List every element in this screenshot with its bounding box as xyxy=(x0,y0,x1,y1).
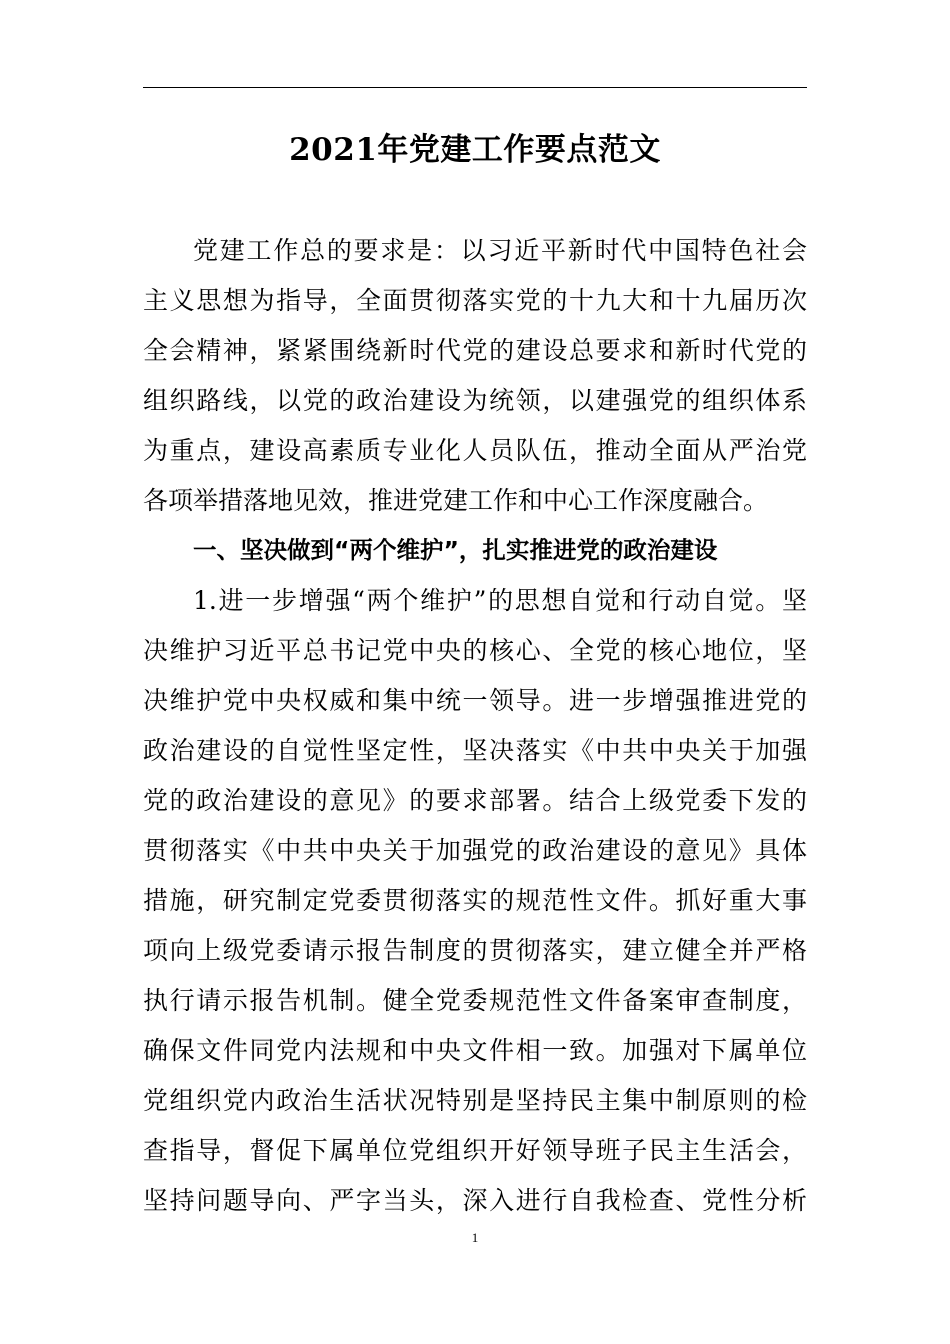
item-line: 坚持问题导向、严字当头，深入进行自我检查、党性分析 xyxy=(143,1186,807,1215)
intro-line: 主义思想为指导，全面贯彻落实党的十九大和十九届历次 xyxy=(143,286,807,315)
page-number: 1 xyxy=(471,1230,479,1245)
item-line: 确保文件同党内法规和中央文件相一致。加强对下属单位 xyxy=(143,1036,807,1065)
item-line: 措施，研究制定党委贯彻落实的规范性文件。抓好重大事 xyxy=(143,886,807,915)
item-line: 决维护党中央权威和集中统一领导。进一步增强推进党的 xyxy=(143,686,807,715)
item-line: 项向上级党委请示报告制度的贯彻落实，建立健全并严格 xyxy=(143,936,807,965)
section-heading: 一、坚决做到“两个维护”，扎实推进党的政治建设 xyxy=(193,536,718,564)
item-line: 执行请示报告机制。健全党委规范性文件备案审查制度， xyxy=(143,986,807,1015)
intro-line: 全会精神，紧紧围绕新时代党的建设总要求和新时代党的 xyxy=(143,336,807,365)
intro-line: 各项举措落地见效，推进党建工作和中心工作深度融合。 xyxy=(143,486,769,515)
item-line: 政治建设的自觉性坚定性，坚决落实《中共中央关于加强 xyxy=(143,736,807,765)
item-line: 党组织党内政治生活状况特别是坚持民主集中制原则的检 xyxy=(143,1086,807,1115)
item-line: 决维护习近平总书记党中央的核心、全党的核心地位，坚 xyxy=(143,636,807,665)
item-line: 查指导，督促下属单位党组织开好领导班子民主生活会， xyxy=(143,1136,807,1165)
intro-line: 为重点，建设高素质专业化人员队伍，推动全面从严治党 xyxy=(143,436,807,465)
item-line: 贯彻落实《中共中央关于加强党的政治建设的意见》具体 xyxy=(143,836,807,865)
intro-line: 党建工作总的要求是：以习近平新时代中国特色社会 xyxy=(193,236,807,265)
item-line: 党的政治建设的意见》的要求部署。结合上级党委下发的 xyxy=(143,786,807,815)
document-title: 2021年党建工作要点范文 xyxy=(289,132,661,168)
header-rule xyxy=(143,87,807,88)
intro-line: 组织路线，以党的政治建设为统领，以建强党的组织体系 xyxy=(143,386,807,415)
item-line: 1.进一步增强“两个维护”的思想自觉和行动自觉。坚 xyxy=(193,586,807,615)
